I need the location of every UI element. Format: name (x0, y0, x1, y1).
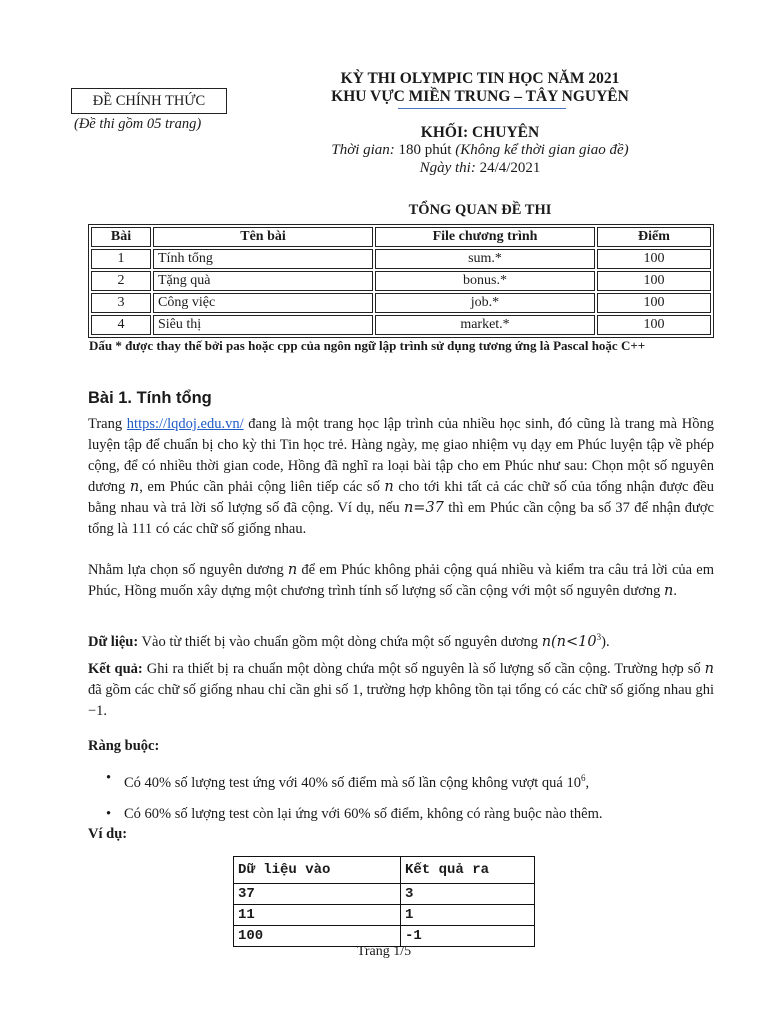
table-row (234, 905, 535, 926)
example-table (233, 856, 535, 947)
overview-title: TỔNG QUAN ĐỀ THI (408, 202, 552, 218)
lqdoj-link[interactable]: https://lqdoj.edu.vn/ (126, 416, 244, 432)
output-label: Kết quả: (88, 661, 143, 677)
exam-title: KỲ THI OLYMPIC TIN HỌC NĂM 2021 (340, 70, 620, 87)
cell-score: 100 (597, 293, 711, 313)
cell-score: 100 (597, 271, 711, 291)
pages-note: (Đề thi gồm 05 trang) (74, 116, 202, 132)
math-number: 37 (615, 500, 630, 516)
text: Có 40% số lượng test ứng với 40% số điểm mà số lần cộng không vượt quá 10 (124, 774, 581, 791)
math-n: n (384, 479, 394, 495)
cell-name: Tính tổng (153, 249, 373, 269)
text: Vào từ thiết bị vào chuẩn gồm một dòng chứa một số nguyên dương (138, 633, 542, 650)
table-row (91, 249, 711, 269)
cell-name: Công việc (153, 293, 373, 313)
cell-file: job.* (375, 293, 595, 313)
text: đã gồm các chữ số giống nhau chỉ cần ghi số 1, trường hợp không tồn tại tổng có các chữ số giống nhau ghi −1. (88, 682, 714, 719)
cell-score: 100 (597, 315, 711, 335)
constraints-label (88, 736, 714, 757)
col-header: File chương trình (375, 227, 595, 247)
overview-table (88, 224, 714, 338)
official-label: ĐỀ CHÍNH THỨC (92, 92, 206, 109)
overview-header-row (91, 227, 711, 247)
exam-time (230, 142, 730, 159)
cell-input: 11 (234, 905, 401, 926)
table-row (91, 315, 711, 335)
time-note: (Không kể thời gian giao đề) (455, 142, 629, 158)
cell-output: 3 (401, 884, 535, 905)
math-number: 111 (131, 521, 153, 537)
list-item (104, 804, 714, 825)
text: , em Phúc cần phải cộng liên tiếp các số (139, 479, 385, 495)
text: để em Phúc không phải cộng quá nhiều và kiểm tra câu trả lời của em Phúc, Hồng muốn xây dựng một chương trình tính số lượng số cần cộng với một số nguyên dương (88, 562, 714, 599)
math-n: n (287, 562, 298, 578)
page-number: Trang 1/5 (356, 944, 412, 959)
math-n-bound: n(n<10 (541, 633, 597, 650)
text: Trang (88, 416, 127, 432)
example-header-row (234, 857, 535, 884)
output-spec (88, 659, 714, 722)
text: thì em Phúc cần cộng ba số (443, 500, 616, 516)
math-n: n (664, 583, 674, 599)
overview-footnote: Dấu * được thay thế bởi pas hoặc cpp của ngôn ngữ lập trình sử dụng tương ứng là Pascal hoặc C++ (89, 338, 646, 353)
problem-paragraph-2 (88, 560, 714, 602)
text: Có 60% số lượng test còn lại ứng với 60% số điểm, không có ràng buộc nào thêm. (124, 805, 603, 822)
math-n: n (129, 479, 140, 495)
text: có các chữ số giống nhau. (152, 521, 307, 537)
cell-number: 1 (91, 249, 151, 269)
cell-number: 3 (91, 293, 151, 313)
text: . (673, 583, 677, 599)
cell-number: 2 (91, 271, 151, 291)
input-spec (88, 627, 714, 653)
text: ). (601, 633, 610, 650)
constraints-label-text: Ràng buộc: (88, 738, 160, 754)
text: Nhằm lựa chọn số nguyên dương (88, 562, 288, 578)
cell-file: market.* (375, 315, 595, 335)
table-row (91, 271, 711, 291)
col-header: Tên bài (153, 227, 373, 247)
problem-paragraph-1 (88, 414, 714, 540)
cell-input: 37 (234, 884, 401, 905)
cell-name: Tặng quà (153, 271, 373, 291)
exam-region: KHU VỰC MIỀN TRUNG – TÂY NGUYÊN (331, 88, 629, 105)
col-header: Bài (91, 227, 151, 247)
cell-file: sum.* (375, 249, 595, 269)
time-value: 180 phút (394, 142, 456, 158)
col-header: Điểm (597, 227, 711, 247)
cell-file: bonus.* (375, 271, 595, 291)
text: , (585, 774, 590, 791)
cell-score: 100 (597, 249, 711, 269)
math-n: n (704, 661, 715, 677)
math-n-equals: n=37 (403, 500, 444, 516)
problem-heading: Bài 1. Tính tổng (88, 389, 212, 407)
time-label: Thời gian: (331, 142, 395, 158)
example-label (88, 824, 714, 845)
exponent: 6 (580, 773, 586, 783)
cell-number: 4 (91, 315, 151, 335)
exponent: 3 (596, 632, 602, 642)
text: để nhận được tổng là (88, 500, 714, 537)
text: đang là một trang học lập trình của nhiều học sinh, đó cũng là trang mà Hồng luyện tập để chuẩn bị cho kỳ thi Tin học trẻ. Hàng ngày, mẹ giao nhiệm vụ dạy em Phúc luyện tập về phép cộng, để có nhiều thời gian code, Hồng đã nghĩ ra loại bài tập cho em Phúc như sau: Chọn một số nguyên dương (88, 416, 714, 495)
table-row (91, 293, 711, 313)
example-label-text: Ví dụ: (88, 826, 128, 842)
exam-division: KHỐI: CHUYÊN (420, 124, 540, 141)
official-exam-box (71, 88, 227, 114)
exam-date (230, 160, 730, 177)
col-header: Dữ liệu vào (234, 857, 401, 884)
date-value: 24/4/2021 (475, 160, 541, 176)
table-row (234, 884, 535, 905)
text: cho tới khi tất cả các chữ số của tổng nhận được đều bằng nhau và trả lời số lượng số đã cộng. Ví dụ, nếu (88, 479, 714, 516)
cell-output: -1 (401, 926, 535, 947)
input-label: Dữ liệu: (88, 633, 139, 650)
title-underline (398, 108, 566, 109)
cell-input: 100 (234, 926, 401, 947)
date-label: Ngày thi: (419, 160, 476, 176)
cell-name: Siêu thị (153, 315, 373, 335)
cell-output: 1 (401, 905, 535, 926)
col-header: Kết quả ra (401, 857, 535, 884)
list-item (104, 768, 714, 794)
text: Ghi ra thiết bị ra chuẩn một dòng chứa một số nguyên là số lượng số cần cộng. Trường hợp số (142, 661, 705, 677)
